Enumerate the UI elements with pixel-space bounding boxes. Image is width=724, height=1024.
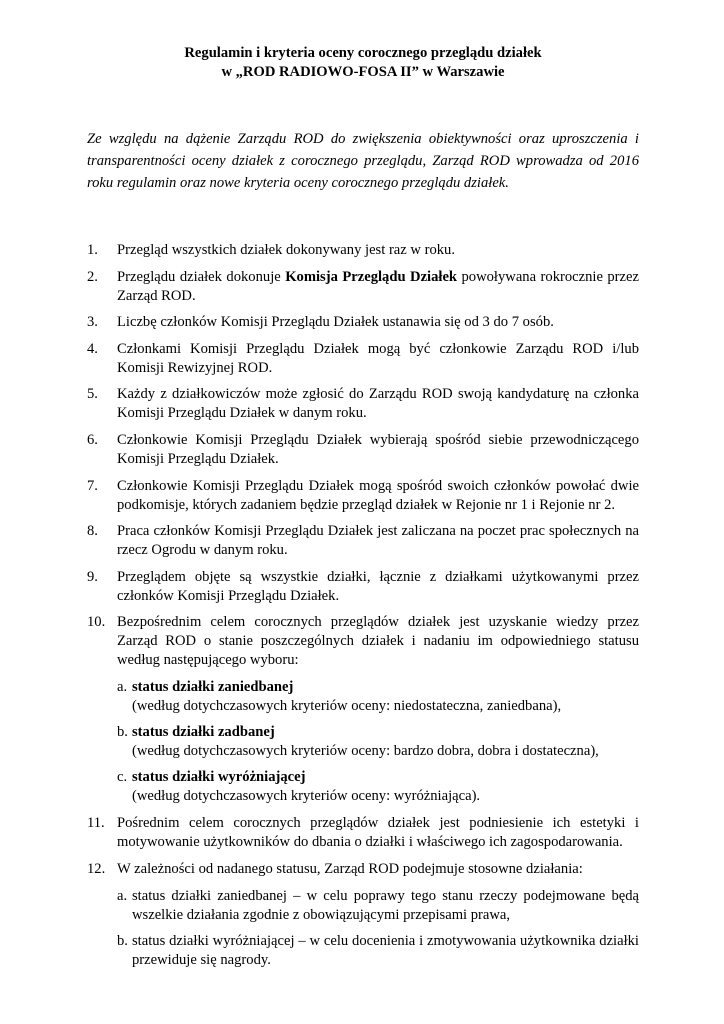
rules-list <box>87 241 639 970</box>
status-letter: c. <box>117 769 128 786</box>
intro-paragraph: Ze względu na dążenie Zarządu ROD do zwiększenia obiektywności oraz uproszczenia i transparentności oceny działek z corocznego przeglądu, Zarząd ROD wprowadza od 2016 roku regulamin oraz nowe kryteria oceny corocznego przeglądu działek. <box>87 131 639 191</box>
status-note: (według dotychczasowych kryteriów oceny: bardzo dobra, dobra i dostateczna), <box>132 743 599 760</box>
status-item-tidy <box>117 723 639 761</box>
rule-text: Członkami Komisji Przeglądu Działek mogą być członkowie Zarządu ROD i/lub Komisji Rewizyjnej ROD. <box>117 340 639 376</box>
rule-text: W zależności od nadanego statusu, Zarząd ROD podejmuje stosowne działania: <box>117 860 583 877</box>
commission-name: Komisja Przeglądu Działek <box>285 268 458 285</box>
status-list <box>117 678 639 806</box>
rule-number: 12. <box>87 860 106 877</box>
status-label: status działki zaniedbanej <box>132 679 294 696</box>
action-text: status działki wyróżniającej – w celu docenienia i zmotywowania użytkownika działki przewiduje się nagrody. <box>132 932 639 968</box>
rule-item-7 <box>87 477 639 515</box>
rule-text-after: powoływana rokrocznie przez Zarząd ROD. <box>117 268 639 304</box>
rule-text: Przeglądem objęte są wszystkie działki, łącznie z działkami użytkowanymi przez członków Komisji Przeglądu Działek. <box>117 568 639 604</box>
rule-text: Bezpośrednim celem corocznych przeglądów działek jest uzyskanie wiedzy przez Zarząd ROD o stanie poszczególnych działek i nadaniu im odpowiedniego statusu według następującego wyboru: <box>117 614 639 669</box>
title-line-1: Regulamin i kryteria oceny corocznego przeglądu działek <box>184 45 542 61</box>
rule-number: 2. <box>87 268 98 285</box>
rule-item-12 <box>87 860 639 970</box>
document-title <box>87 44 639 82</box>
rule-text-before: Przeglądu działek dokonuje <box>117 268 286 285</box>
rule-item-11 <box>87 814 639 852</box>
status-note: (według dotychczasowych kryteriów oceny: niedostateczna, zaniedbana), <box>132 698 562 715</box>
rule-item-8 <box>87 522 639 560</box>
status-item-distinguished <box>117 768 639 806</box>
rule-item-2 <box>87 268 639 306</box>
rule-number: 1. <box>87 242 98 258</box>
rule-text: Członkowie Komisji Przeglądu Działek mogą spośród swoich członków powołać dwie podkomisje, których zadaniem będzie przegląd działek w Rejonie nr 1 i Rejonie nr 2. <box>117 477 639 513</box>
rule-text: Członkowie Komisji Przeglądu Działek wybierają spośród siebie przewodniczącego Komisji Przeglądu Działek. <box>117 431 639 467</box>
rule-text: Pośrednim celem corocznych przeglądów działek jest podniesienie ich estetyki i motywowanie użytkowników do dbania o działki i właściwego ich zagospodarowania. <box>117 814 639 850</box>
rule-text: Liczbę członków Komisji Przeglądu Działek ustanawia się od 3 do 7 osób. <box>117 314 554 331</box>
rule-number: 5. <box>87 386 98 403</box>
rule-number: 4. <box>87 340 98 357</box>
rule-number: 6. <box>87 431 98 448</box>
rule-item-3 <box>87 313 639 332</box>
action-item-distinguished <box>117 932 639 970</box>
rule-item-9 <box>87 568 639 606</box>
title-line-2: w „ROD RADIOWO-FOSA II” w Warszawie <box>221 64 505 80</box>
action-list <box>117 887 639 970</box>
rule-number: 9. <box>87 568 98 585</box>
rule-text: Każdy z działkowiczów może zgłosić do Zarządu ROD swoją kandydaturę na członka Komisji Przeglądu Działek w danym roku. <box>117 386 639 422</box>
rule-number: 3. <box>87 314 98 331</box>
status-letter: a. <box>117 679 128 696</box>
status-item-neglected <box>117 678 639 716</box>
rule-number: 11. <box>87 814 105 831</box>
rule-item-5 <box>87 385 639 423</box>
rule-text: Praca członków Komisji Przeglądu Działek jest zaliczana na poczet prac społecznych na rzecz Ogrodu w danym roku. <box>117 523 639 559</box>
rule-item-4 <box>87 340 639 378</box>
rule-number: 10. <box>87 614 106 631</box>
document-page <box>87 44 639 977</box>
action-item-neglected <box>117 887 639 925</box>
rule-item-1 <box>87 241 639 260</box>
action-letter: b. <box>117 932 128 949</box>
rule-item-6 <box>87 431 639 469</box>
status-note: (według dotychczasowych kryteriów oceny: wyróżniająca). <box>132 788 481 805</box>
status-label: status działki zadbanej <box>132 724 275 741</box>
status-letter: b. <box>117 724 128 741</box>
action-letter: a. <box>117 887 128 904</box>
action-text: status działki zaniedbanej – w celu poprawy tego stanu rzeczy podejmowane będą wszelkie działania zgodnie z obowiązującymi przepisami prawa, <box>132 887 639 923</box>
rule-number: 7. <box>87 477 98 494</box>
rule-number: 8. <box>87 523 98 540</box>
rule-item-10 <box>87 613 639 806</box>
status-label: status działki wyróżniającej <box>132 769 306 786</box>
rule-text: Przegląd wszystkich działek dokonywany jest raz w roku. <box>117 242 455 258</box>
